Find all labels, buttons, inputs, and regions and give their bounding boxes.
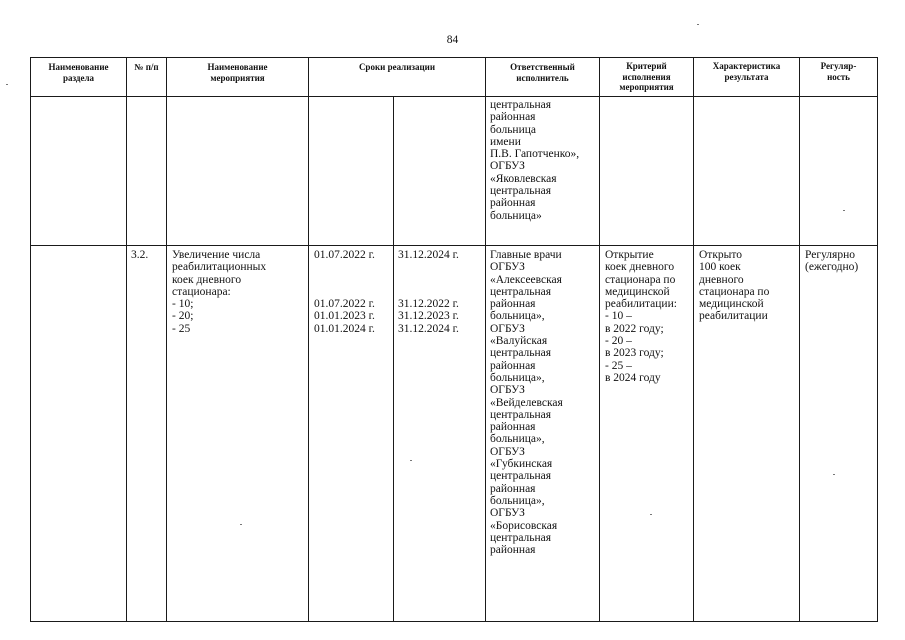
scan-speck	[833, 474, 835, 475]
scan-speck	[410, 460, 412, 461]
header-regularity: Регуляр- ность	[820, 61, 857, 82]
col-border-left	[30, 57, 31, 622]
row-separator	[30, 245, 878, 246]
continued-responsible-cell: центральная районная больница имени П.В. Гапотченко», ОГБУЗ «Яковлевская центральная районная больница»	[490, 99, 580, 222]
item-number-cell: 3.2.	[131, 249, 149, 261]
regularity-cell: Регулярно (ежегодно)	[805, 249, 859, 274]
header-item-no: № п/п	[134, 62, 159, 72]
col-border-dates-split	[393, 96, 394, 622]
table-top-border	[30, 57, 878, 58]
col-border-2	[166, 57, 167, 622]
end-dates-cell: 31.12.2024 г. 31.12.2022 г. 31.12.2023 г. 31.12.2024 г.	[398, 249, 459, 335]
activity-cell: Увеличение числа реабилитационных коек дневного стационара: - 10; - 20; - 25	[172, 249, 267, 335]
scan-speck	[240, 524, 242, 525]
scan-speck	[697, 24, 699, 25]
col-border-7	[799, 57, 800, 622]
col-border-right	[877, 57, 878, 622]
col-border-1	[126, 57, 127, 622]
header-section-name: Наименование раздела	[48, 62, 109, 83]
scan-speck	[843, 210, 845, 211]
header-bottom-border	[30, 96, 878, 97]
header-deadlines: Сроки реализации	[358, 62, 436, 72]
col-border-4	[485, 57, 486, 622]
col-border-5	[599, 57, 600, 622]
scan-speck	[6, 84, 8, 85]
header-result: Характеристика результата	[712, 61, 781, 82]
page-number: 84	[446, 34, 459, 46]
col-border-3	[308, 57, 309, 622]
responsible-cell: Главные врачи ОГБУЗ «Алексеевская центральная районная больница», ОГБУЗ «Валуйская центральная районная больница», ОГБУЗ «Вейделевская центральная районная больница», ОГБУЗ «Губкинская центральная районная больница», ОГБУЗ «Борисовская центральная районная	[490, 249, 563, 557]
result-cell: Открыто 100 коек дневного стационара по медицинской реабилитации	[699, 249, 770, 323]
header-responsible: Ответственный исполнитель	[510, 62, 575, 83]
header-activity-name: Наименование мероприятия	[207, 62, 268, 83]
header-criterion: Критерий исполнения мероприятия	[619, 61, 674, 92]
table-bottom-border	[30, 621, 878, 622]
criterion-cell: Открытие коек дневного стационара по медицинской реабилитации: - 10 – в 2022 году; - 20 – в 2023 году; - 25 – в 2024 году	[605, 249, 677, 384]
start-dates-cell: 01.07.2022 г. 01.07.2022 г. 01.01.2023 г. 01.01.2024 г.	[314, 249, 375, 335]
scan-speck	[650, 514, 652, 515]
col-border-6	[693, 57, 694, 622]
